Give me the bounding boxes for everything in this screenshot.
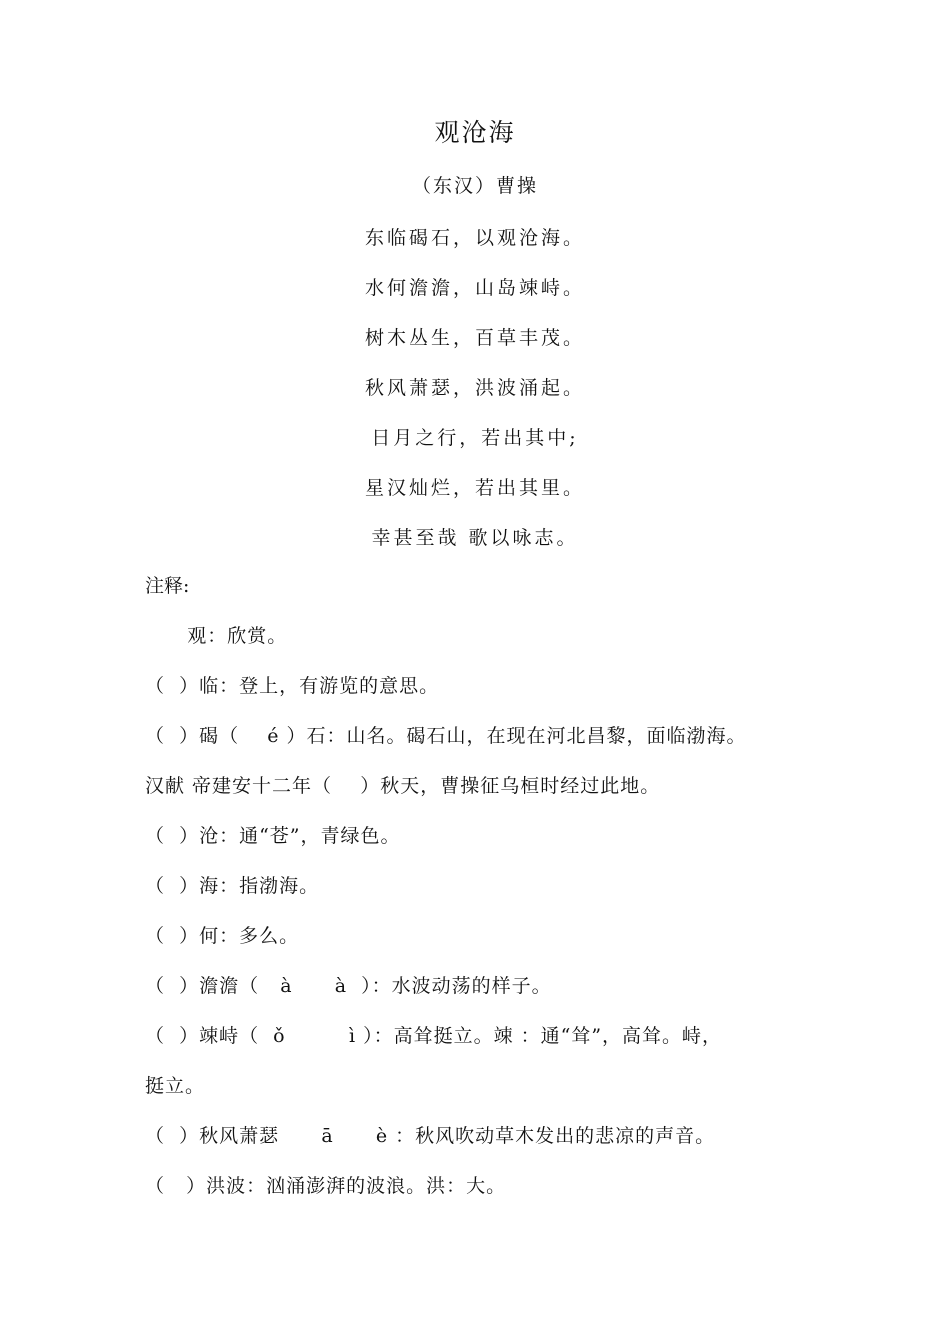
- note-line: （ ）海：指渤海。: [145, 875, 320, 897]
- note-line: 挺立。: [145, 1075, 206, 1097]
- poem-line: 秋风萧瑟，洪波涌起。: [364, 377, 585, 399]
- poem-line: 日月之行，若出其中;: [371, 427, 579, 449]
- note-line: （ ）沧：通“苍”，青绿色。: [145, 825, 401, 847]
- poem-title: 观沧海: [434, 118, 516, 147]
- poem-line: 东临碣石，以观沧海。: [364, 227, 585, 249]
- poem-line: 星汉灿烂，若出其里。: [364, 477, 585, 499]
- note-line: 汉献 帝建安十二年（ ）秋天，曹操征乌桓时经过此地。: [145, 775, 661, 797]
- poem-line: 水何澹澹，山岛竦峙。: [364, 277, 585, 299]
- note-line: （ ）秋风萧瑟 ā è ：秋风吹动草木发出的悲凉的声音。: [145, 1125, 716, 1147]
- poem-author: （东汉）曹操: [411, 175, 538, 197]
- poem-line: 树木丛生，百草丰茂。: [364, 327, 585, 349]
- note-line: （ ）竦峙（ ǒ ì ）：高耸挺立。竦 ：通“耸”，高耸。峙，: [145, 1025, 723, 1047]
- notes-heading: 注释:: [145, 575, 190, 597]
- poem-line: 幸甚至哉 歌以咏志。: [371, 527, 579, 549]
- note-line: （ ）何：多么。: [145, 925, 300, 947]
- note-line: （ ）澹澹（ à à ）：水波动荡的样子。: [145, 975, 552, 997]
- note-line: （ ）临：登上，有游览的意思。: [145, 675, 440, 697]
- note-line: （ ）碣（ é ）石：山名。碣石山，在现在河北昌黎，面临渤海。: [145, 725, 747, 747]
- note-line: 观：欣赏。: [145, 625, 288, 647]
- note-line: （ ）洪波：汹涌澎湃的波浪。洪：大。: [145, 1175, 507, 1197]
